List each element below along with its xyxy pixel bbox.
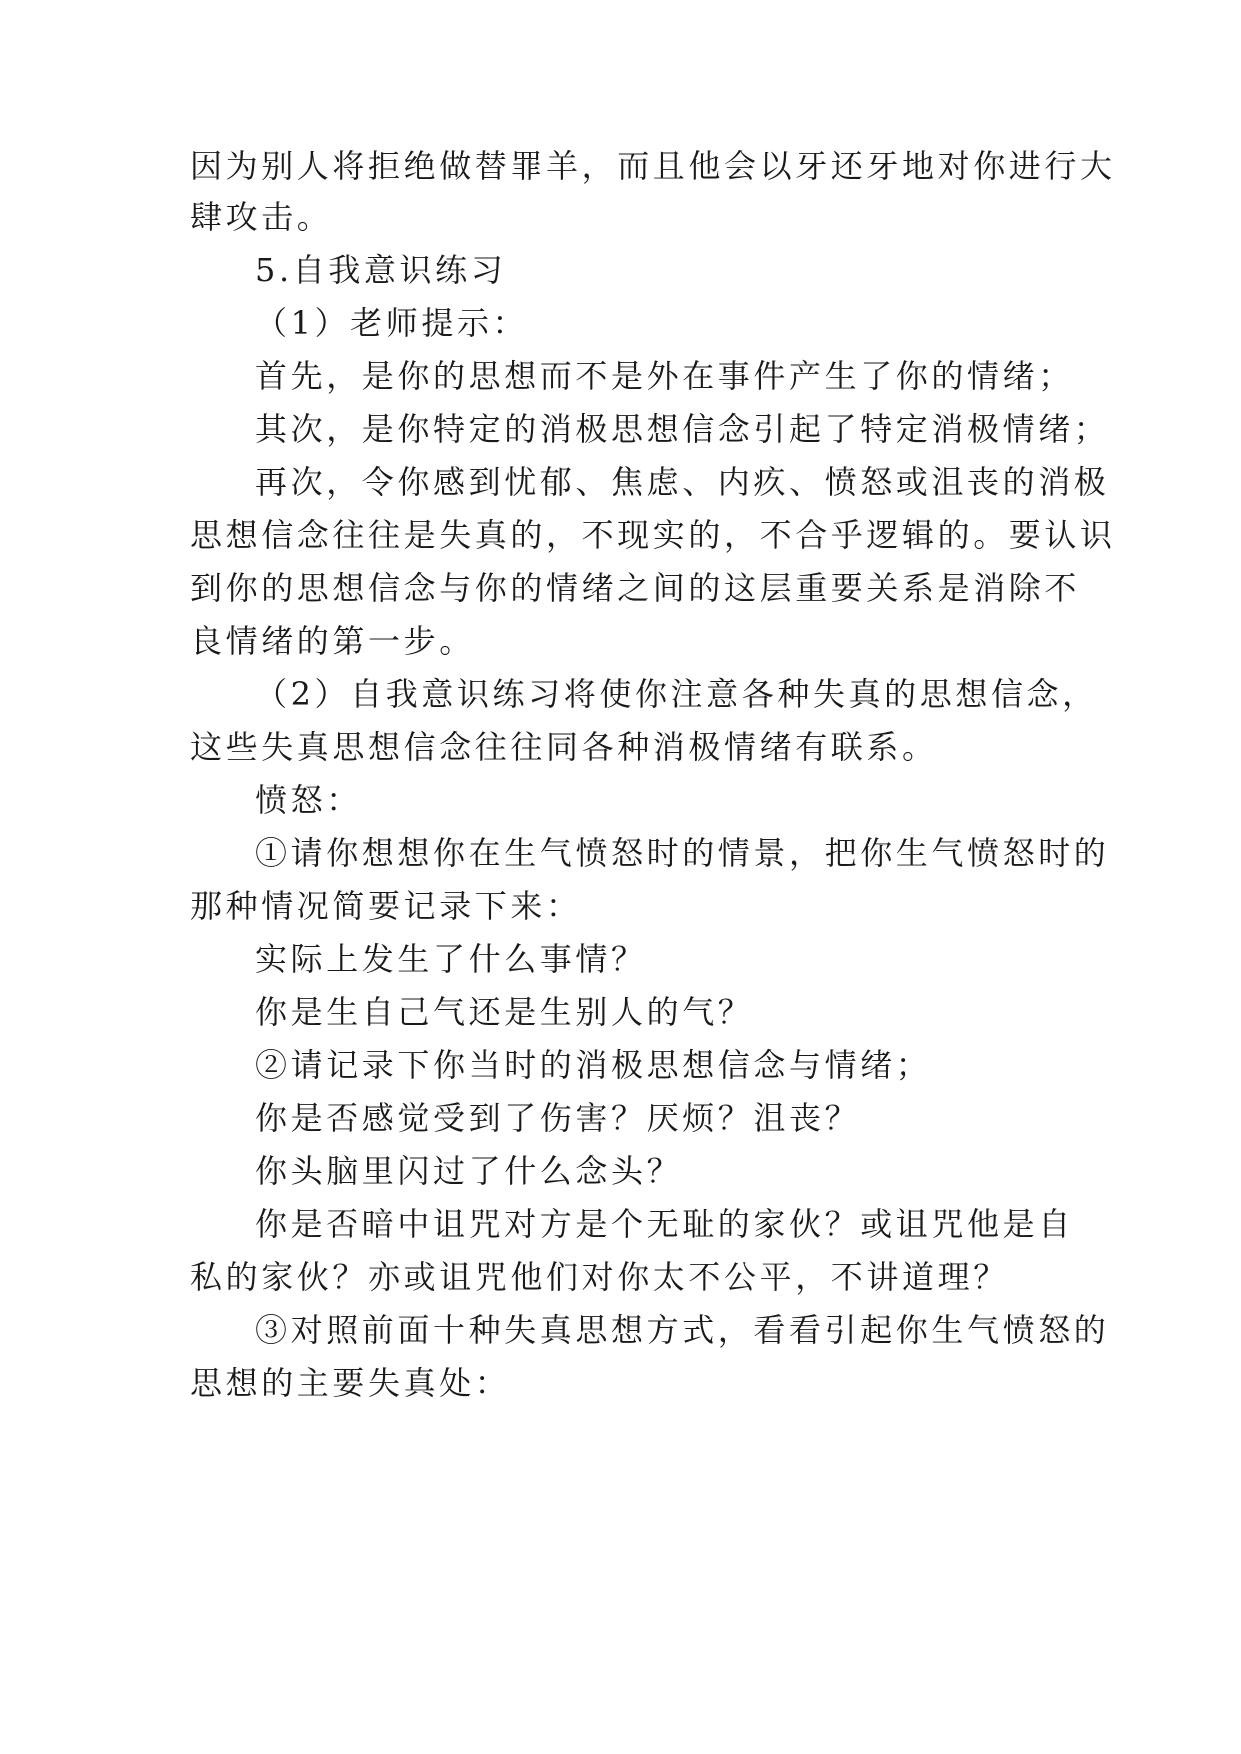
text-line-23: ③对照前面十种失真思想方式，看看引起你生气愤怒的	[255, 1311, 1110, 1349]
text-line-14: ①请你想想你在生气愤怒时的情景，把你生气愤怒时的	[255, 834, 1110, 872]
text-line-18: ②请记录下你当时的消极思想信念与情绪；	[255, 1046, 932, 1084]
subheading-self-awareness: （2）自我意识练习将使你注意各种失真的思想信念，	[255, 675, 1098, 713]
text-line-12: 这些失真思想信念往往同各种消极情绪有联系。	[190, 728, 938, 766]
subheading-teacher-tips: （1）老师提示：	[255, 304, 529, 342]
label-anger: 愤怒：	[255, 781, 362, 819]
text-line-22: 私的家伙？亦或诅咒他们对你太不公平，不讲道理？	[190, 1258, 1009, 1296]
text-line-17: 你是生自己气还是生别人的气？	[255, 993, 754, 1031]
text-line-1: 因为别人将拒绝做替罪羊，而且他会以牙还牙地对你进行大	[190, 147, 1116, 185]
text-line-8: 思想信念往往是失真的，不现实的，不合乎逻辑的。要认识	[190, 516, 1116, 554]
text-line-5: 首先，是你的思想而不是外在事件产生了你的情绪；	[255, 357, 1074, 395]
text-line-21: 你是否暗中诅咒对方是个无耻的家伙？或诅咒他是自	[255, 1205, 1074, 1243]
text-line-7: 再次，令你感到忧郁、焦虑、内疚、愤怒或沮丧的消极	[255, 463, 1110, 501]
text-line-6: 其次，是你特定的消极思想信念引起了特定消极情绪；	[255, 410, 1110, 448]
text-line-10: 良情绪的第一步。	[190, 622, 475, 660]
text-line-20: 你头脑里闪过了什么念头？	[255, 1152, 683, 1190]
section-heading: 5.自我意识练习	[255, 251, 507, 289]
text-line-2: 肆攻击。	[190, 198, 333, 236]
text-line-15: 那种情况简要记录下来：	[190, 887, 582, 925]
text-line-9: 到你的思想信念与你的情绪之间的这层重要关系是消除不	[190, 569, 1081, 607]
text-line-24: 思想的主要失真处：	[190, 1364, 511, 1402]
text-line-16: 实际上发生了什么事情？	[255, 940, 647, 978]
text-line-19: 你是否感觉受到了伤害？厌烦？沮丧？	[255, 1099, 861, 1137]
